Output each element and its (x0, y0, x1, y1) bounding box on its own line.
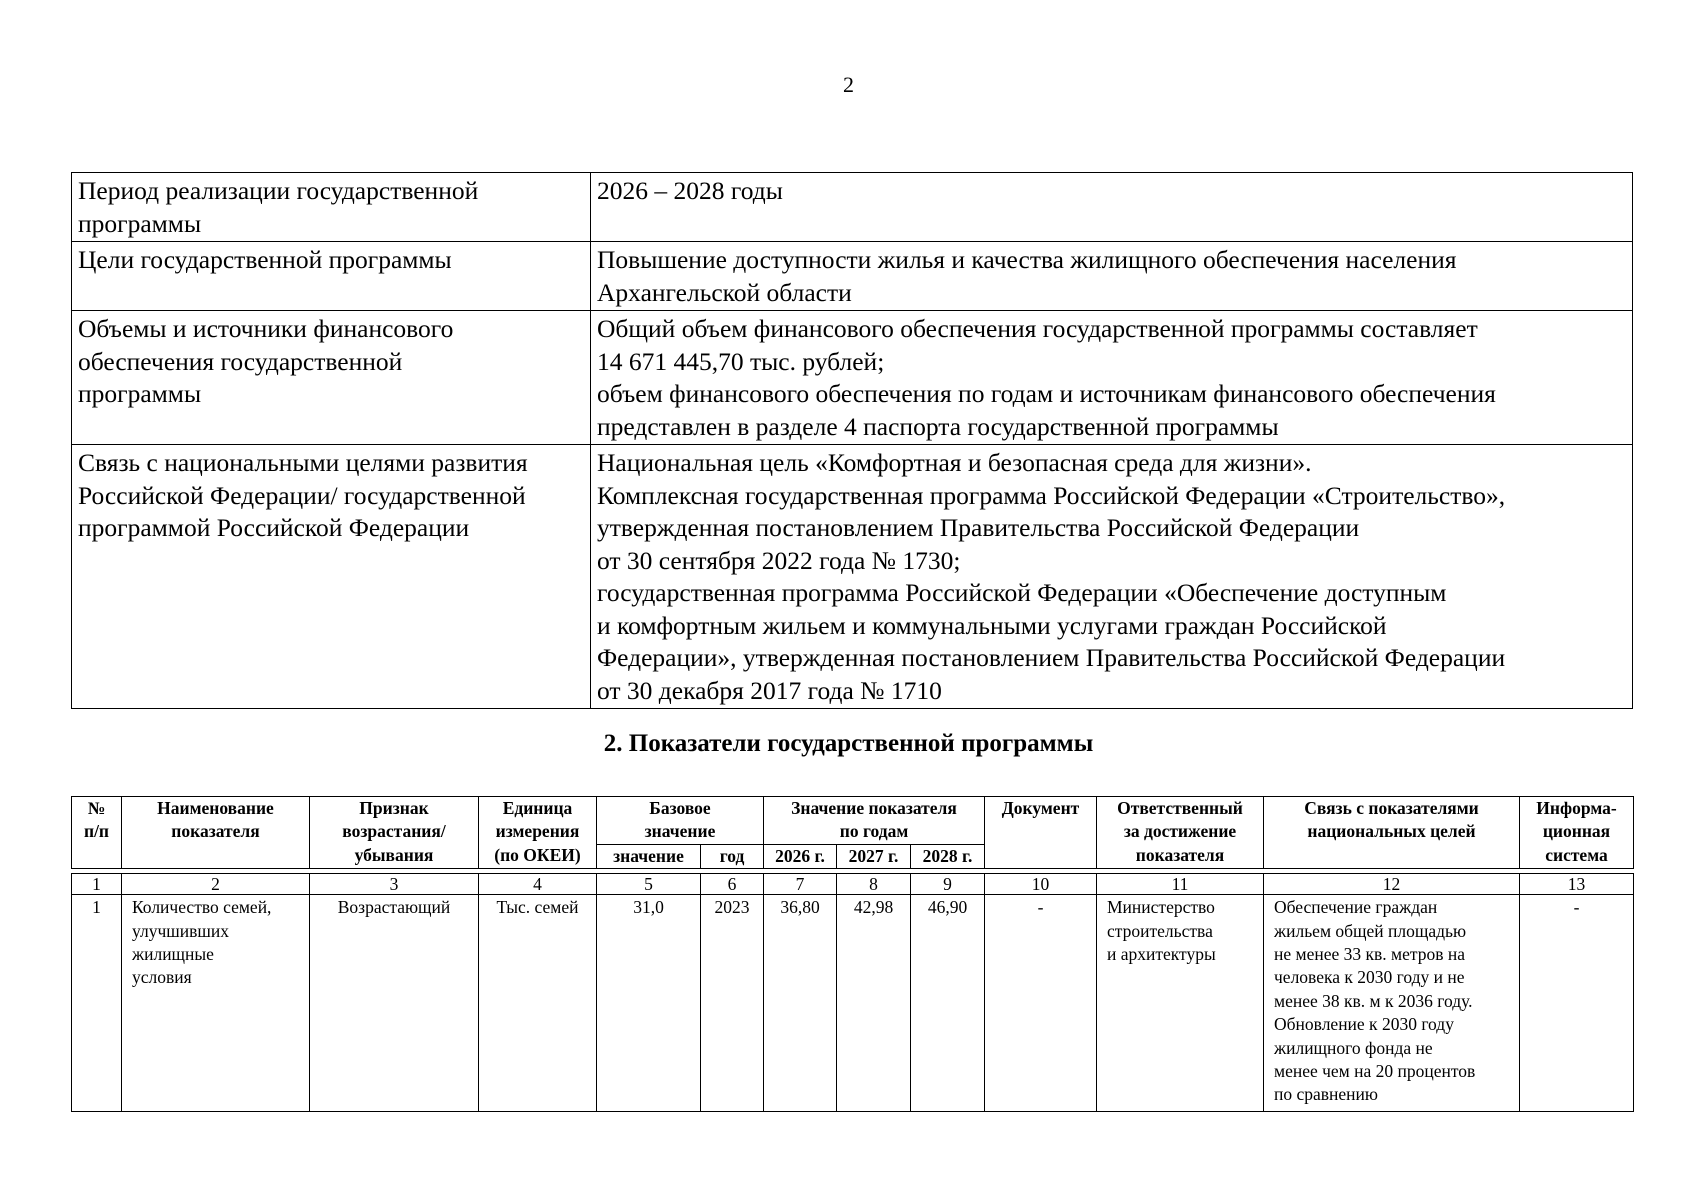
header-year-2027: 2027 г. (837, 844, 911, 868)
header-base: Базовое значение (597, 797, 764, 845)
header-year-2028: 2028 г. (911, 844, 985, 868)
passport-label: Период реализации государственной программы (72, 173, 591, 242)
cell-info-system: - (1520, 895, 1634, 1112)
header-name: Наименование показателя (122, 797, 310, 869)
page-number: 2 (843, 72, 854, 97)
section-title: 2. Показатели государственной программы (603, 730, 1094, 757)
passport-row-goals (72, 242, 1633, 311)
column-number: 8 (837, 874, 911, 895)
passport-row-financing (72, 311, 1633, 445)
header-link: Связь с показателями национальных целей (1264, 797, 1520, 869)
passport-row-national-goals (72, 445, 1633, 709)
passport-value: 2026 – 2028 годы (591, 173, 1633, 242)
passport-label: Объемы и источники финансового обеспечения государственной программы (72, 311, 591, 445)
table-row (72, 895, 1634, 1112)
column-number: 6 (701, 874, 764, 895)
header-by-years: Значение показателя по годам (764, 797, 985, 845)
header-base-value: значение (597, 844, 701, 868)
indicators-table (71, 796, 1634, 1112)
cell-value-2027: 42,98 (837, 895, 911, 1112)
header-unit: Единица измерения (по ОКЕИ) (479, 797, 597, 869)
cell-name: Количество семей, улучшивших жилищные условия (122, 895, 310, 1112)
passport-label: Связь с национальными целями развития Российской Федерации/ государственной программой Российской Федерации (72, 445, 591, 709)
cell-document: - (985, 895, 1097, 1112)
cell-base-year: 2023 (701, 895, 764, 1112)
header-row (72, 797, 1634, 845)
column-number: 10 (985, 874, 1097, 895)
column-number: 5 (597, 874, 701, 895)
column-number: 7 (764, 874, 837, 895)
passport-value: Повышение доступности жилья и качества жилищного обеспечения населения Архангельской области (591, 242, 1633, 311)
header-num: № п/п (72, 797, 122, 869)
cell-unit: Тыс. семей (479, 895, 597, 1112)
column-number: 13 (1520, 874, 1634, 895)
passport-value: Общий объем финансового обеспечения государственной программы составляет 14 671 445,70 тыс. рублей; объем финансового обеспечения по годам и источникам финансового обеспечения представлен в разделе 4 паспорта государственной программы (591, 311, 1633, 445)
cell-value-2026: 36,80 (764, 895, 837, 1112)
column-number: 9 (911, 874, 985, 895)
cell-trend: Возрастающий (310, 895, 479, 1112)
program-passport-table (71, 172, 1633, 709)
header-responsible: Ответственный за достижение показателя (1097, 797, 1264, 869)
column-number: 11 (1097, 874, 1264, 895)
header-base-year: год (701, 844, 764, 868)
header-year-2026: 2026 г. (764, 844, 837, 868)
passport-value: Национальная цель «Комфортная и безопасная среда для жизни». Комплексная государственная программа Российской Федерации «Строительство», утвержденная постановлением Правительства Российской Федерации от 30 сентября 2022 года № 1730; государственная программа Российской Федерации «Обеспечение доступным и комфортным жильем и коммунальными услугами граждан Российской Федерации», утвержденная постановлением Правительства Российской Федерации от 30 декабря 2017 года № 1710 (591, 445, 1633, 709)
cell-link: Обеспечение граждан жильем общей площадью не менее 33 кв. метров на человека к 2030 году и не менее 38 кв. м к 2036 году. Обновление к 2030 году жилищного фонда не менее чем на 20 процентов по сравнению (1264, 895, 1520, 1112)
cell-responsible: Министерство строительства и архитектуры (1097, 895, 1264, 1112)
header-info-system: Информа- ционная система (1520, 797, 1634, 869)
column-number: 12 (1264, 874, 1520, 895)
column-numbers-row (72, 874, 1634, 895)
passport-row-period (72, 173, 1633, 242)
passport-label: Цели государственной программы (72, 242, 591, 311)
column-number: 4 (479, 874, 597, 895)
header-trend: Признак возрастания/ убывания (310, 797, 479, 869)
cell-base-value: 31,0 (597, 895, 701, 1112)
cell-num: 1 (72, 895, 122, 1112)
column-number: 3 (310, 874, 479, 895)
column-number: 2 (122, 874, 310, 895)
cell-value-2028: 46,90 (911, 895, 985, 1112)
header-document: Документ (985, 797, 1097, 869)
column-number: 1 (72, 874, 122, 895)
